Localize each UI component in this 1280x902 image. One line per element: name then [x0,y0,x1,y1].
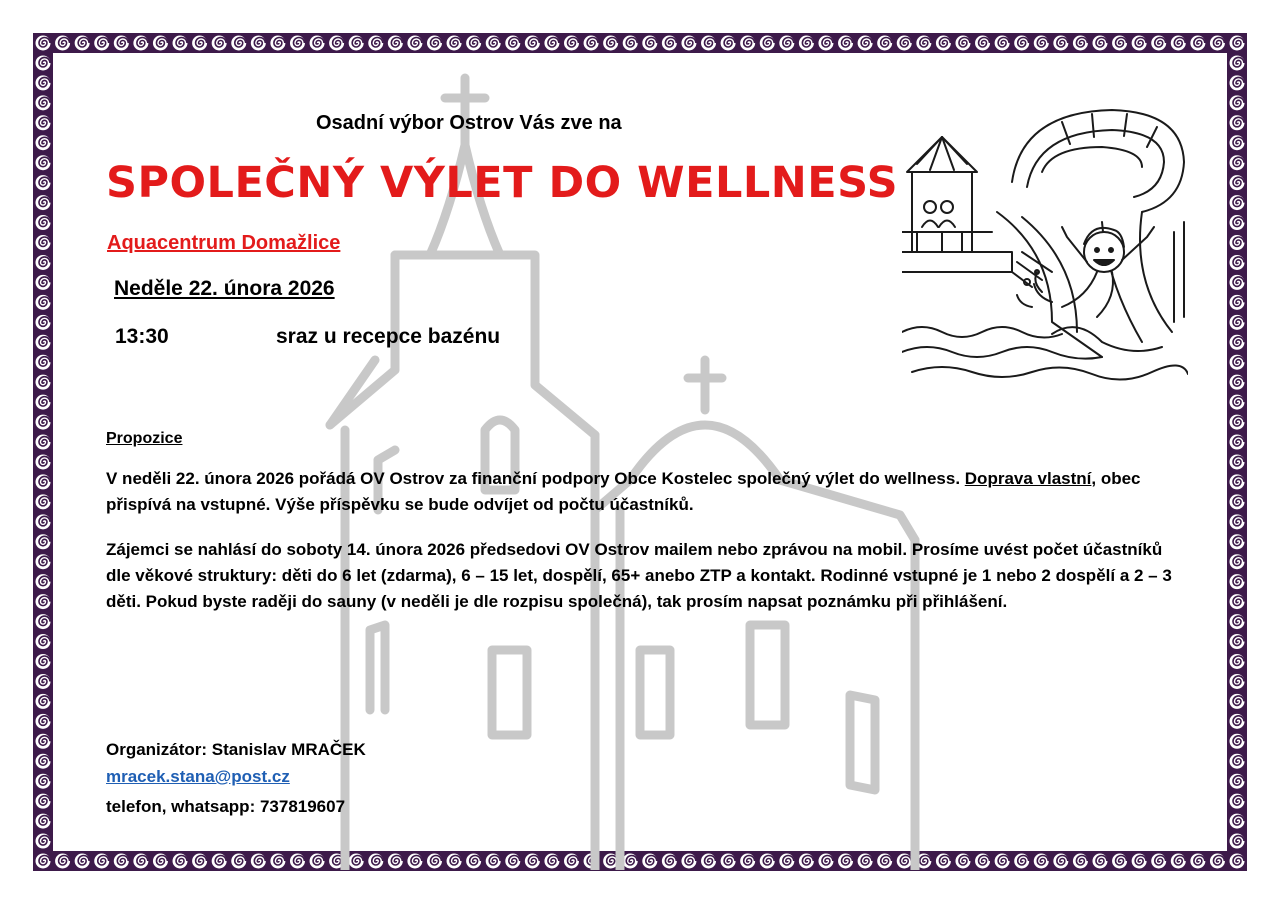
details-paragraph-2: Zájemci se nahlásí do soboty 14. února 2026 předsedovi OV Ostrov mailem nebo zprávou na mobil. Prosíme uvést počet účastníků dle věkové struktury: děti do 6 let (zdarma), 6 – 15 let, dospělí, 65+ anebo ZTP a kontakt. Rodinné vstupné je 1 nebo 2 dospělí a 2 – 3 děti. Pokud byste raději do sauny (v neděli je dle rozpisu společná), tak prosím napsat poznámku při přihlášení. [106,540,1172,611]
paragraph-1-text: V neděli 22. února 2026 pořádá OV Ostrov za finanční podpory Obce Kostelec společný výlet do wellness. [106,469,961,488]
email-link[interactable]: mracek.stana@post.cz [106,767,290,786]
water-slide-illustration [902,102,1188,386]
main-title: SPOLEČNÝ VÝLET DO WELLNESS [106,158,899,208]
organizer-name: Organizátor: Stanislav MRAČEK [106,740,366,759]
transport-note: Doprava vlastní [964,469,1092,488]
meeting-place: sraz u recepce bazénu [276,325,501,348]
meeting-time: 13:30 [115,325,169,348]
event-date: Neděle 22. února 2026 [114,277,335,300]
invite-line: Osadní výbor Ostrov Vás zve na [316,112,622,134]
details-heading: Propozice [106,430,183,447]
details-paragraph-1 [106,466,1176,518]
paragraph-1-text-end: , obec přispívá na vstupné. Výše příspěvku se bude odvíjet od počtu účastníků. [106,469,1141,514]
phone-contact: telefon, whatsapp: 737819607 [106,797,346,816]
venue-name: Aquacentrum Domažlice [107,232,341,254]
